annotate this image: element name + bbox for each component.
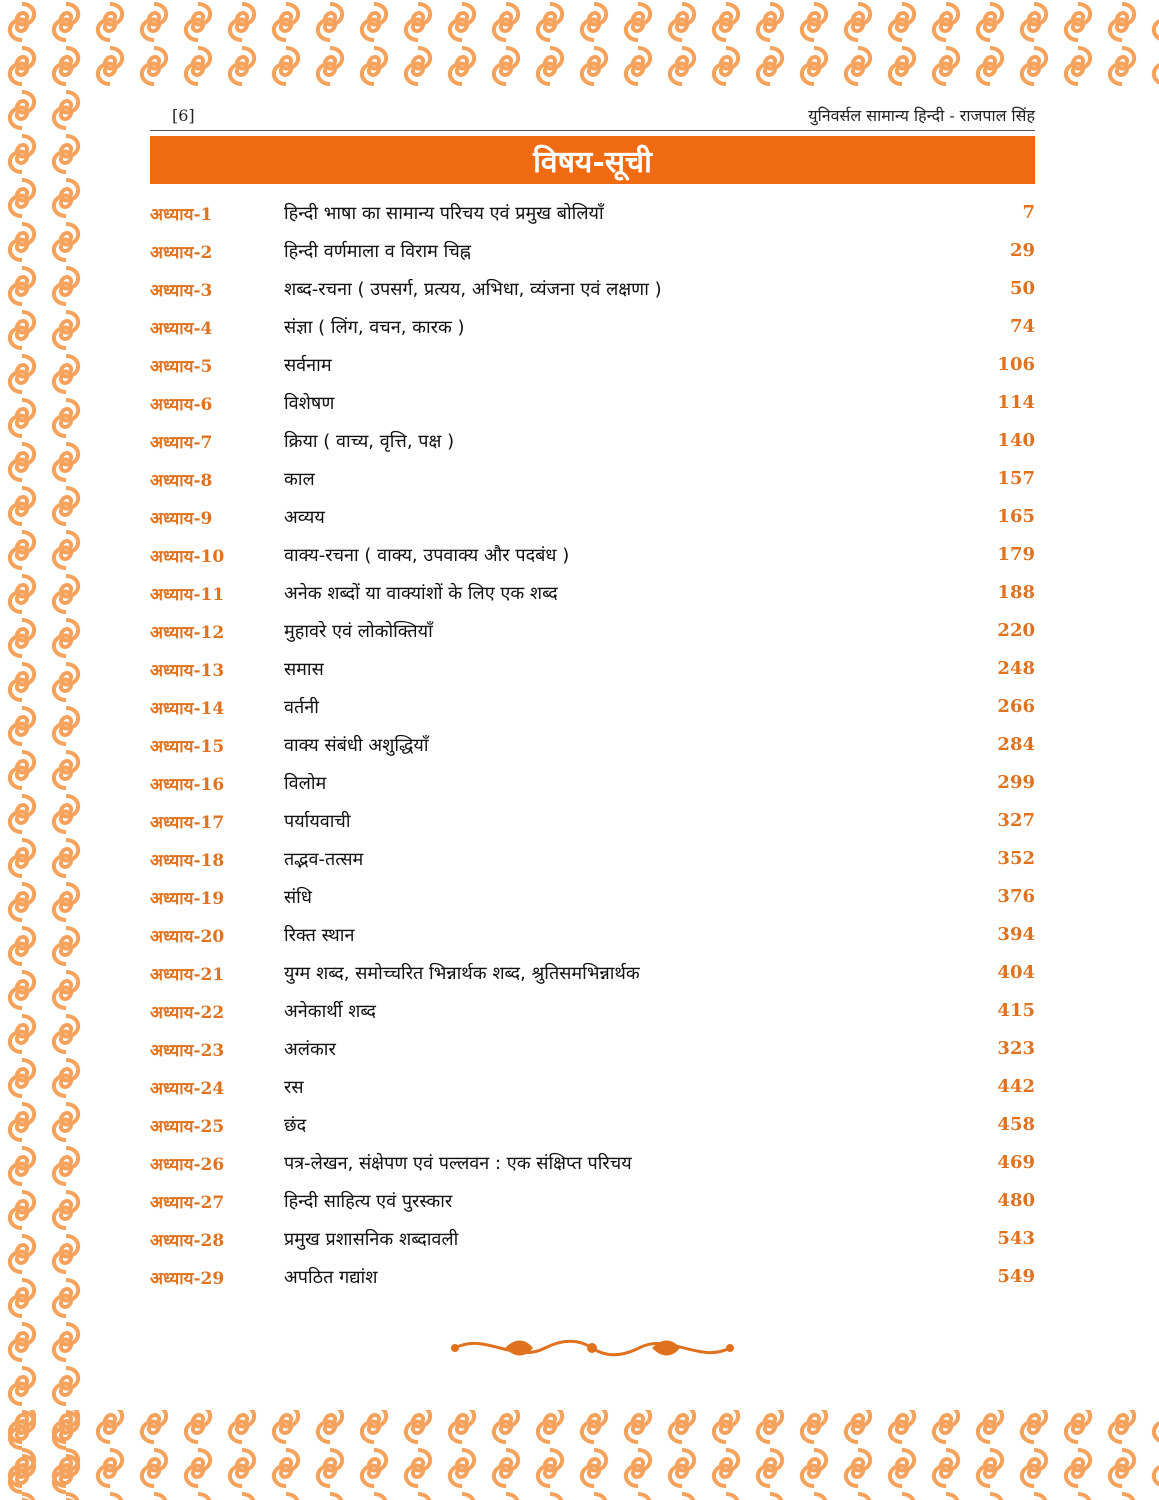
chapter-label: अध्याय-5: [150, 357, 213, 377]
chapter-title: संज्ञा ( लिंग, वचन, कारक ): [284, 317, 465, 338]
chapter-page-number: 394: [997, 924, 1035, 945]
chapter-page-number: 114: [997, 392, 1035, 413]
chapter-label: अध्याय-29: [150, 1269, 225, 1289]
toc-row: [150, 348, 1035, 386]
chapter-page-number: 404: [997, 962, 1035, 983]
chapter-label: अध्याय-11: [150, 585, 225, 605]
chapter-title: हिन्दी साहित्य एवं पुरस्कार: [284, 1191, 453, 1212]
toc-row: [150, 196, 1035, 234]
chapter-page-number: 299: [997, 772, 1035, 793]
chapter-label: अध्याय-25: [150, 1117, 225, 1137]
chapter-label: अध्याय-8: [150, 471, 213, 491]
toc-row: [150, 576, 1035, 614]
chapter-page-number: 480: [997, 1190, 1035, 1211]
chapter-page-number: 106: [997, 354, 1035, 375]
chapter-page-number: 543: [997, 1228, 1035, 1249]
left-ornamental-border: [0, 0, 95, 1500]
chapter-title: शब्द-रचना ( उपसर्ग, प्रत्यय, अभिधा, व्यंजना एवं लक्षणा ): [284, 279, 662, 300]
toc-row: [150, 728, 1035, 766]
chapter-label: अध्याय-19: [150, 889, 225, 909]
chapter-title: समास: [284, 659, 324, 680]
chapter-label: अध्याय-2: [150, 243, 213, 263]
chapter-title: अव्यय: [284, 507, 325, 528]
chapter-page-number: 165: [997, 506, 1035, 527]
chapter-page-number: 7: [1022, 202, 1035, 223]
toc-row: [150, 614, 1035, 652]
chapter-title: वाक्य-रचना ( वाक्य, उपवाक्य और पदबंध ): [284, 545, 570, 566]
toc-row: [150, 1070, 1035, 1108]
toc-row: [150, 690, 1035, 728]
chapter-label: अध्याय-28: [150, 1231, 225, 1251]
toc-row: [150, 538, 1035, 576]
page-number: [6]: [172, 106, 195, 125]
toc-row: [150, 766, 1035, 804]
chapter-page-number: 140: [997, 430, 1035, 451]
chapter-label: अध्याय-16: [150, 775, 225, 795]
chapter-page-number: 74: [1009, 316, 1035, 337]
chapter-label: अध्याय-10: [150, 547, 225, 567]
chapter-page-number: 248: [997, 658, 1035, 679]
toc-row: [150, 918, 1035, 956]
chapter-title: अपठित गद्यांश: [284, 1267, 378, 1288]
chapter-label: अध्याय-9: [150, 509, 213, 529]
chapter-label: अध्याय-26: [150, 1155, 225, 1175]
toc-row: [150, 1184, 1035, 1222]
chapter-label: अध्याय-27: [150, 1193, 225, 1213]
toc-row: [150, 386, 1035, 424]
toc-row: [150, 462, 1035, 500]
chapter-title: सर्वनाम: [284, 355, 332, 376]
toc-title-band: [150, 136, 1035, 184]
chapter-page-number: 323: [997, 1038, 1035, 1059]
chapter-title: हिन्दी वर्णमाला व विराम चिह्न: [284, 241, 471, 262]
toc-row: [150, 234, 1035, 272]
chapter-title: पत्र-लेखन, संक्षेपण एवं पल्लवन : एक संक्षिप्त परिचय: [284, 1153, 632, 1174]
toc-row: [150, 1146, 1035, 1184]
toc-row: [150, 500, 1035, 538]
chapter-label: अध्याय-14: [150, 699, 225, 719]
chapter-page-number: 29: [1009, 240, 1035, 261]
toc-title: विषय-सूची: [533, 144, 652, 180]
chapter-page-number: 157: [997, 468, 1035, 489]
toc-row: [150, 880, 1035, 918]
chapter-label: अध्याय-15: [150, 737, 225, 757]
toc-row: [150, 1108, 1035, 1146]
chapter-page-number: 442: [997, 1076, 1035, 1097]
chapter-title: पर्यायवाची: [284, 811, 351, 832]
toc-row: [150, 842, 1035, 880]
chapter-page-number: 188: [997, 582, 1035, 603]
toc-row: [150, 310, 1035, 348]
chapter-page-number: 284: [997, 734, 1035, 755]
chapter-label: अध्याय-21: [150, 965, 225, 985]
chapter-page-number: 179: [997, 544, 1035, 565]
chapter-label: अध्याय-23: [150, 1041, 225, 1061]
chapter-title: छंद: [284, 1115, 307, 1136]
table-of-contents: [150, 196, 1035, 1298]
chapter-label: अध्याय-4: [150, 319, 213, 339]
chapter-title: रस: [284, 1077, 304, 1098]
bottom-ornamental-border: [0, 1402, 1159, 1500]
chapter-page-number: 352: [997, 848, 1035, 869]
chapter-page-number: 220: [997, 620, 1035, 641]
chapter-page-number: 266: [997, 696, 1035, 717]
chapter-title: वर्तनी: [284, 697, 319, 718]
chapter-title: विशेषण: [284, 393, 335, 414]
chapter-title: हिन्दी भाषा का सामान्य परिचय एवं प्रमुख बोलियाँ: [284, 203, 604, 224]
chapter-page-number: 458: [997, 1114, 1035, 1135]
chapter-label: अध्याय-6: [150, 395, 213, 415]
toc-row: [150, 1260, 1035, 1298]
chapter-label: अध्याय-20: [150, 927, 225, 947]
running-title: युनिवर्सल सामान्य हिन्दी - राजपाल सिंह: [808, 106, 1035, 125]
chapter-page-number: 376: [997, 886, 1035, 907]
chapter-title: मुहावरे एवं लोकोक्तियाँ: [284, 621, 433, 642]
chapter-title: संधि: [284, 887, 312, 908]
chapter-title: रिक्त स्थान: [284, 925, 355, 946]
chapter-label: अध्याय-17: [150, 813, 225, 833]
toc-row: [150, 1222, 1035, 1260]
chapter-title: काल: [284, 469, 315, 490]
chapter-page-number: 327: [997, 810, 1035, 831]
chapter-label: अध्याय-22: [150, 1003, 225, 1023]
chapter-label: अध्याय-7: [150, 433, 213, 453]
chapter-label: अध्याय-13: [150, 661, 225, 681]
toc-row: [150, 424, 1035, 462]
top-ornamental-border: [0, 0, 1159, 95]
toc-row: [150, 804, 1035, 842]
chapter-title: प्रमुख प्रशासनिक शब्दावली: [284, 1229, 459, 1250]
chapter-title: तद्भव-तत्सम: [284, 849, 364, 870]
chapter-page-number: 415: [997, 1000, 1035, 1021]
chapter-label: अध्याय-18: [150, 851, 225, 871]
toc-row: [150, 272, 1035, 310]
toc-row: [150, 1032, 1035, 1070]
chapter-label: अध्याय-3: [150, 281, 213, 301]
chapter-title: वाक्य संबंधी अशुद्धियाँ: [284, 735, 429, 756]
chapter-label: अध्याय-1: [150, 205, 213, 225]
chapter-title: विलोम: [284, 773, 327, 794]
chapter-label: अध्याय-24: [150, 1079, 225, 1099]
chapter-title: अनेक शब्दों या वाक्यांशों के लिए एक शब्द: [284, 583, 558, 604]
chapter-page-number: 469: [997, 1152, 1035, 1173]
chapter-title: क्रिया ( वाच्य, वृत्ति, पक्ष ): [284, 431, 455, 452]
chapter-title: अनेकार्थी शब्द: [284, 1001, 376, 1022]
chapter-title: अलंकार: [284, 1039, 336, 1060]
toc-row: [150, 994, 1035, 1032]
chapter-label: अध्याय-12: [150, 623, 225, 643]
chapter-page-number: 549: [997, 1266, 1035, 1287]
chapter-page-number: 50: [1009, 278, 1035, 299]
chapter-title: युग्म शब्द, समोच्चरित भिन्नार्थक शब्द, श्रुतिसमभिन्नार्थक: [284, 963, 640, 984]
toc-row: [150, 652, 1035, 690]
toc-row: [150, 956, 1035, 994]
running-header: [150, 102, 1035, 131]
decorative-flourish: [445, 1330, 740, 1366]
